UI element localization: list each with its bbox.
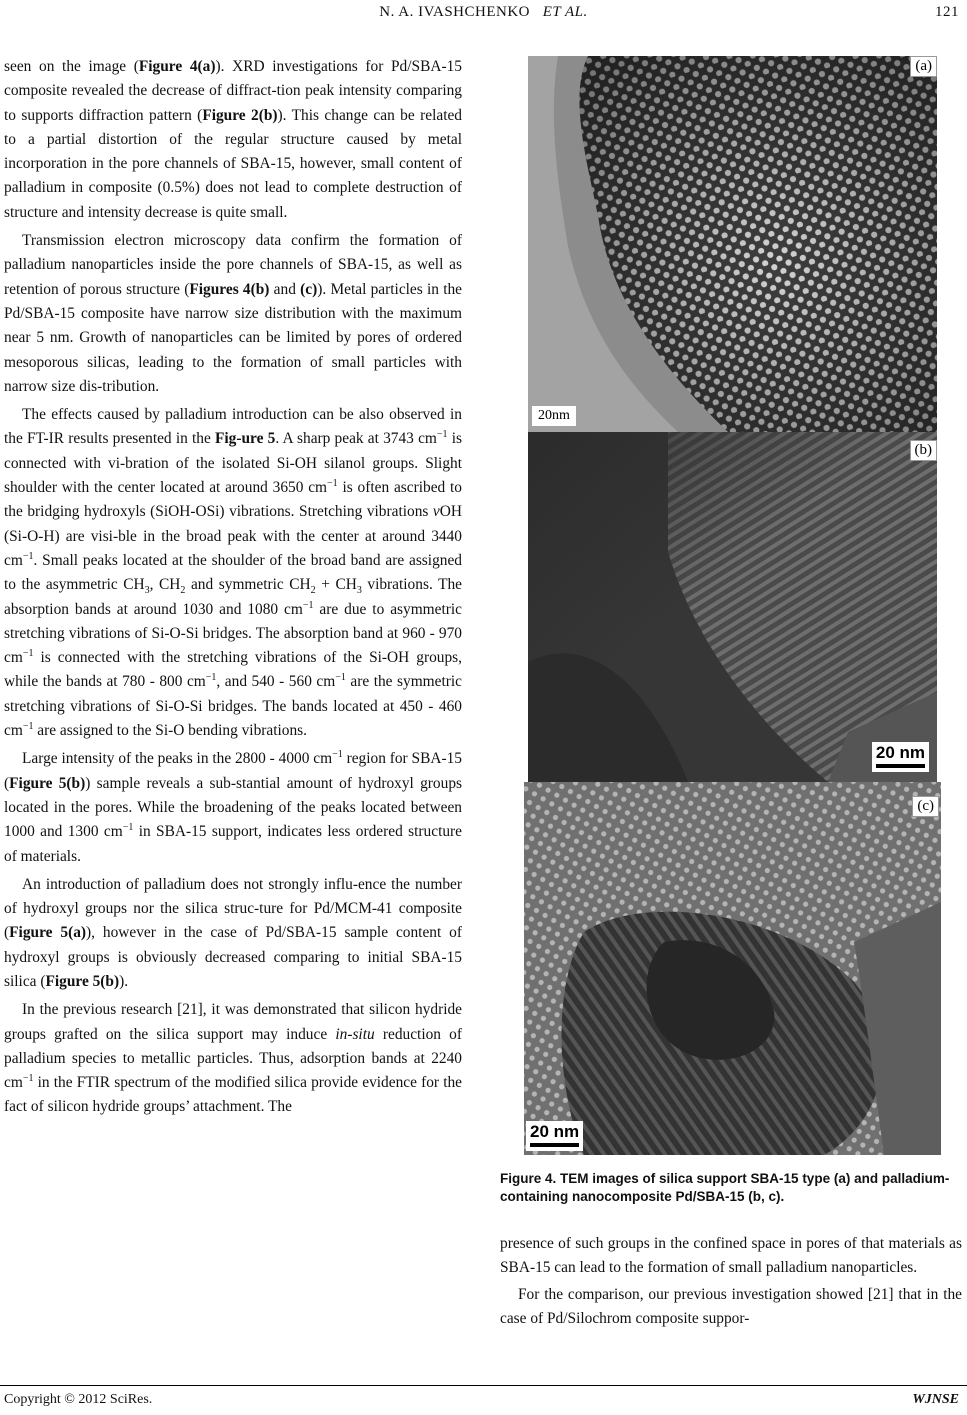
tem-image-b-graphic	[528, 432, 937, 782]
inline-i: v	[432, 503, 440, 521]
copyright: Copyright © 2012 SciRes.	[4, 1392, 153, 1407]
scale-label-c: 20 nm	[530, 1122, 580, 1141]
running-authors: N. A. IVASHCHENKO ET AL.	[379, 4, 588, 20]
inline-b: Figure 5(a)	[9, 924, 87, 942]
scale-bar-line	[876, 764, 925, 768]
inline-sub: 2	[310, 585, 316, 597]
scale-label-b: 20 nm	[875, 743, 925, 762]
inline-b: Figure 5(b)	[9, 774, 86, 792]
tem-image-a-graphic	[528, 56, 937, 432]
journal-abbrev: WJNSE	[912, 1392, 959, 1407]
panel-label-a: (a)	[910, 56, 937, 77]
inline-sup: −1	[22, 648, 34, 659]
footer-rule	[0, 1385, 967, 1386]
panel-label-c: (c)	[912, 796, 939, 817]
left-column	[4, 55, 462, 1120]
inline-b: Figure 4(a)	[138, 58, 216, 75]
inline-sup: −1	[302, 599, 314, 611]
paragraph: For the comparison, our previous investigation showed [21] that in the case of Pd/Silochrom composite suppor-	[500, 1285, 962, 1327]
paragraph: In the previous research [21], it was demonstrated that silicon hydride groups grafted on the silica support may induce in-situ reduction of palladium species to metallic particles. Thus, adsorption bands at 2240 $cm^{-1}$ in the FTIR spectrum of the modified silica provide evidence for the fact of silicon hydride groups’ attachment. The	[4, 1001, 463, 1116]
paragraph: Transmission electron microscopy data confirm the formation of palladium nanoparticles inside the pore channels of SBA-15, as well as retention of porous structure (Figures 4(b) and (c)). Metal particles in the Pd/SBA-15 composite have narrow size distribution with the maximum near 5 nm. Growth of nanoparticles can be limited by pores of ordered mesoporous silicas, leading to the formation of small particles with narrow size dis-tribution.	[4, 232, 463, 395]
inline-b: (c)	[300, 280, 318, 298]
inline-sup: −1	[327, 477, 338, 489]
figure-caption: Figure 4. TEM images of silica support SBA-15 type (a) and palladium-containing nanocomposite Pd/SBA-15 (b, c).	[500, 1171, 950, 1204]
panel-label-b: (b)	[910, 440, 938, 461]
inline-i: in-situ	[335, 1025, 375, 1043]
inline-sup: −1	[205, 672, 217, 684]
scale-bar-c	[526, 1121, 583, 1151]
inline-sup: −1	[22, 1073, 34, 1085]
paragraph: seen on the image (Figure 4(a)). XRD investigations for Pd/SBA-15 composite revealed the decrease of diffract-tion peak intensity comparing to supports diffraction pattern (Figure 2(b)). This change can be related to a partial distortion of the regular structure caused by metal incorporation in the pore channels of SBA-15, however, small content of palladium in composite (0.5%) does not lead to complete destruction of structure and intensity decrease is quite small.	[4, 58, 462, 221]
scale-bar-line	[530, 1143, 579, 1147]
tem-image-c	[524, 782, 941, 1155]
paragraph: An introduction of palladium does not strongly influ-ence the number of hydroxyl groups nor the silica struc-ture for Pd/MCM-41 composite (Figure 5(a)), however in the case of Pd/SBA-15 sample content of hydroxyl groups is obviously decreased comparing to initial SBA-15 silica (Figure 5(b)).	[4, 875, 462, 990]
paragraph: presence of such groups in the confined space in pores of that materials as SBA-15 can lead to the formation of small palladium nanoparticles.	[500, 1235, 962, 1277]
inline-sub: 3	[356, 585, 362, 597]
inline-sub: 2	[180, 585, 186, 597]
inline-b: Figures 4(b)	[189, 280, 270, 298]
inline-sup: −1	[22, 550, 34, 562]
inline-sub: 3	[144, 585, 150, 597]
inline-b: Figure 2(b)	[202, 106, 278, 124]
page-number: 121	[935, 4, 959, 20]
inline-b: Figure 5(b)	[45, 972, 120, 990]
paragraph: The effects caused by palladium introduction can be also observed in the FT-IR results presented in the Fig-ure 5. A sharp peak at 3743 $cm^{-1}$ is connected with vi-bration of the isolated Si-OH silanol groups. Slight shoulder with the center located at around 3650 $cm^{-1}$ is often ascribed to the bridging hydroxyls (SiOH-OSi) vibrations. Stretching vibrations vOH (Si-O-H) are visi-ble in the broad peak with the center at around 3440 $cm^{-1}$. Small peaks located at the shoulder of the broad band are assigned to the asymmetric $CH_3$, $CH_2$ and symmetric $CH_2 + CH_3$ vibrations. The absorption bands at around 1030 and 1080 $cm^{-1}$ are due to asymmetric stretching vibrations of Si-O-Si bridges. The absorption band at 960 - 970 $cm^{-1}$ is connected with the stretching vibrations of the Si-OH groups, while the bands at 780 - 800 $cm^{-1}$, and 540 - 560 $cm^{-1}$ are the symmetric stretching vibrations of Si-O-Si bridges. The bands located at 450 - 460 $cm^{-1}$ are assigned to the Si-O bending vibrations.	[4, 406, 463, 740]
scale-label-a: 20nm	[532, 406, 576, 426]
inline-sup: −1	[436, 429, 448, 441]
inline-sup: −1	[122, 822, 134, 834]
tem-image-c-graphic	[524, 782, 941, 1155]
tem-image-a	[528, 56, 937, 432]
scale-bar-b	[872, 742, 929, 772]
inline-sup: −1	[332, 749, 343, 761]
paragraph: Large intensity of the peaks in the 2800 - 4000 $cm^{-1}$ region for SBA-15 (Figure 5(b)) sample reveals a sub-stantial amount of hydroxyl groups located in the pores. While the broadening of the peaks located between 1000 and 1300 $cm^{-1}$ in SBA-15 support, indicates less ordered structure of materials.	[4, 749, 463, 865]
right-column-text	[500, 1232, 962, 1331]
running-header	[0, 0, 967, 30]
inline-sup: −1	[22, 720, 34, 732]
inline-sup: −1	[335, 672, 346, 684]
inline-b: Fig-ure 5	[215, 430, 276, 448]
tem-image-b	[528, 432, 937, 782]
